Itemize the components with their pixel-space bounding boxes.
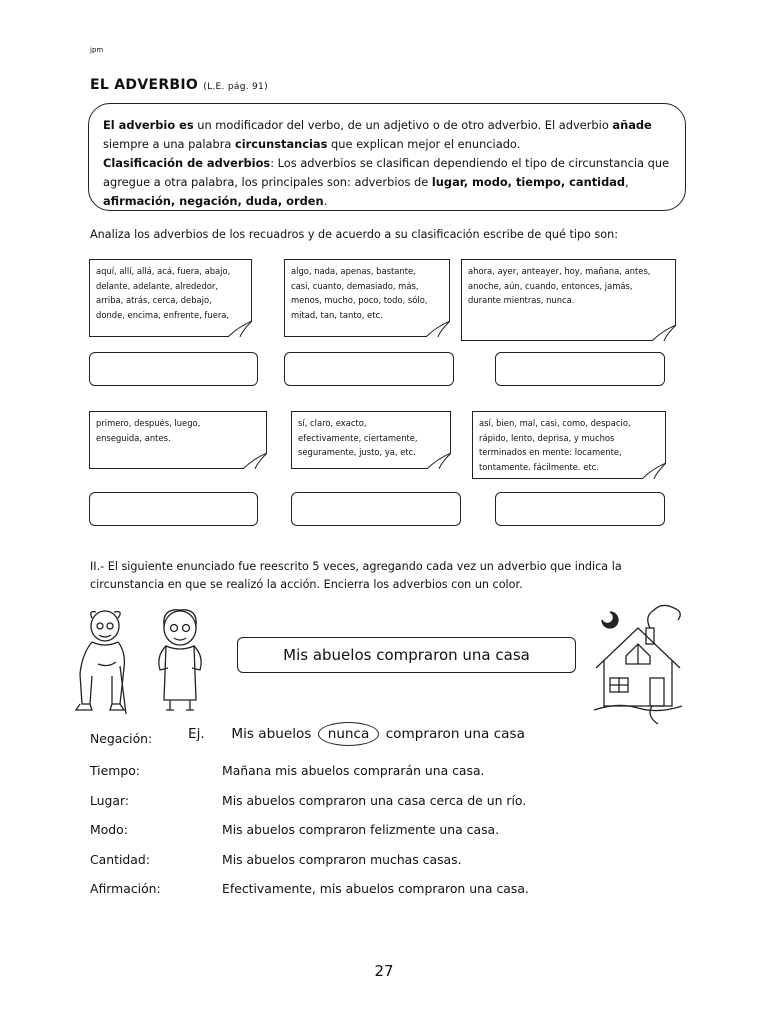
adverb-note-modo: así, bien, mal, casi, como, despacio, rápido, lento, deprisa, y muchos terminados en mente: locamente, tontamente. fácilmente. etc. <box>472 411 666 479</box>
page-curl-icon <box>426 321 450 337</box>
definition-line-3: Clasificación de adverbios: Los adverbios se clasifican dependiendo el tipo de circunstancia que <box>103 156 670 170</box>
example-row <box>188 722 525 746</box>
example-ej: Ej. <box>188 726 205 742</box>
label-negacion: Negación: <box>90 731 153 746</box>
page-curl-icon <box>243 453 267 469</box>
definition-box <box>88 103 686 211</box>
header-tag: jpm <box>90 46 104 54</box>
instruction-analyze: Analiza los adverbios de los recuadros y de acuerdo a su clasificación escribe de qué tipo son: <box>90 228 618 241</box>
definition-line-1: El adverbio es un modificador del verbo, de un adjetivo o de otro adverbio. El adverbio añade <box>103 118 652 132</box>
answer-box-3[interactable] <box>495 352 665 386</box>
row-text-cantidad: Mis abuelos compraron muchas casas. <box>222 852 462 867</box>
definition-line-5: afirmación, negación, duda, orden. <box>103 194 328 208</box>
definition-line-2: siempre a una palabra circunstancias que explican mejor el enunciado. <box>103 137 521 151</box>
row-label-lugar: Lugar: <box>90 793 130 808</box>
page-curl-icon <box>652 325 676 341</box>
row-label-tiempo: Tiempo: <box>90 763 140 778</box>
title-main: EL ADVERBIO <box>90 77 199 93</box>
row-label-modo: Modo: <box>90 822 128 837</box>
sentence-box: Mis abuelos compraron una casa <box>237 637 576 673</box>
example-before: Mis abuelos <box>231 726 312 742</box>
page-curl-icon <box>427 453 451 469</box>
row-text-tiempo: Mañana mis abuelos comprarán una casa. <box>222 763 485 778</box>
example-adverb-circled: nunca <box>318 722 380 746</box>
adverb-note-orden: primero, después, luego, enseguida, antes. <box>89 411 267 469</box>
row-text-modo: Mis abuelos compraron felizmente una casa. <box>222 822 500 837</box>
row-label-afirmacion: Afirmación: <box>90 881 161 896</box>
house-illustration <box>588 598 688 728</box>
adverb-note-afirmacion: sí, claro, exacto, efectivamente, ciertamente, seguramente, justo, ya, etc. <box>291 411 451 469</box>
grandparents-illustration <box>70 604 220 720</box>
row-text-afirmacion: Efectivamente, mis abuelos compraron una casa. <box>222 881 529 896</box>
page-title <box>90 77 268 93</box>
page-number: 27 <box>374 962 394 980</box>
instruction-rewrite: II.- El siguiente enunciado fue reescrito 5 veces, agregando cada vez un adverbio que indica la circunstancia en que se realizó la acción. Encierra los adverbios con un color. <box>90 560 622 591</box>
example-after: compraron una casa <box>385 726 525 742</box>
answer-box-5[interactable] <box>291 492 461 526</box>
row-label-cantidad: Cantidad: <box>90 852 150 867</box>
title-reference: (L.E. pág. 91) <box>203 82 268 92</box>
answer-box-6[interactable] <box>495 492 665 526</box>
adverb-note-tiempo: ahora, ayer, anteayer, hoy, mañana, antes, anoche, aún, cuando, entonces, jamás, durante mientras, nunca. <box>461 259 676 341</box>
answer-box-1[interactable] <box>89 352 258 386</box>
answer-box-4[interactable] <box>89 492 258 526</box>
answer-box-2[interactable] <box>284 352 454 386</box>
adverb-note-lugar: aquí, allí, allá, acá, fuera, abajo, delante, adelante, alrededor, arriba, atrás, cerca, debajo, donde, encima, enfrente, fuera, <box>89 259 252 337</box>
page-curl-icon <box>228 321 252 337</box>
page-curl-icon <box>642 463 666 479</box>
row-text-lugar: Mis abuelos compraron una casa cerca de un río. <box>222 793 527 808</box>
definition-line-4: agregue a otra palabra, los principales son: adverbios de lugar, modo, tiempo, cantidad, <box>103 175 629 189</box>
adverb-note-cantidad: algo, nada, apenas, bastante, casi, cuanto, demasiado, más, menos, mucho, poco, todo, sólo, mitad, tan, tanto, etc. <box>284 259 450 337</box>
